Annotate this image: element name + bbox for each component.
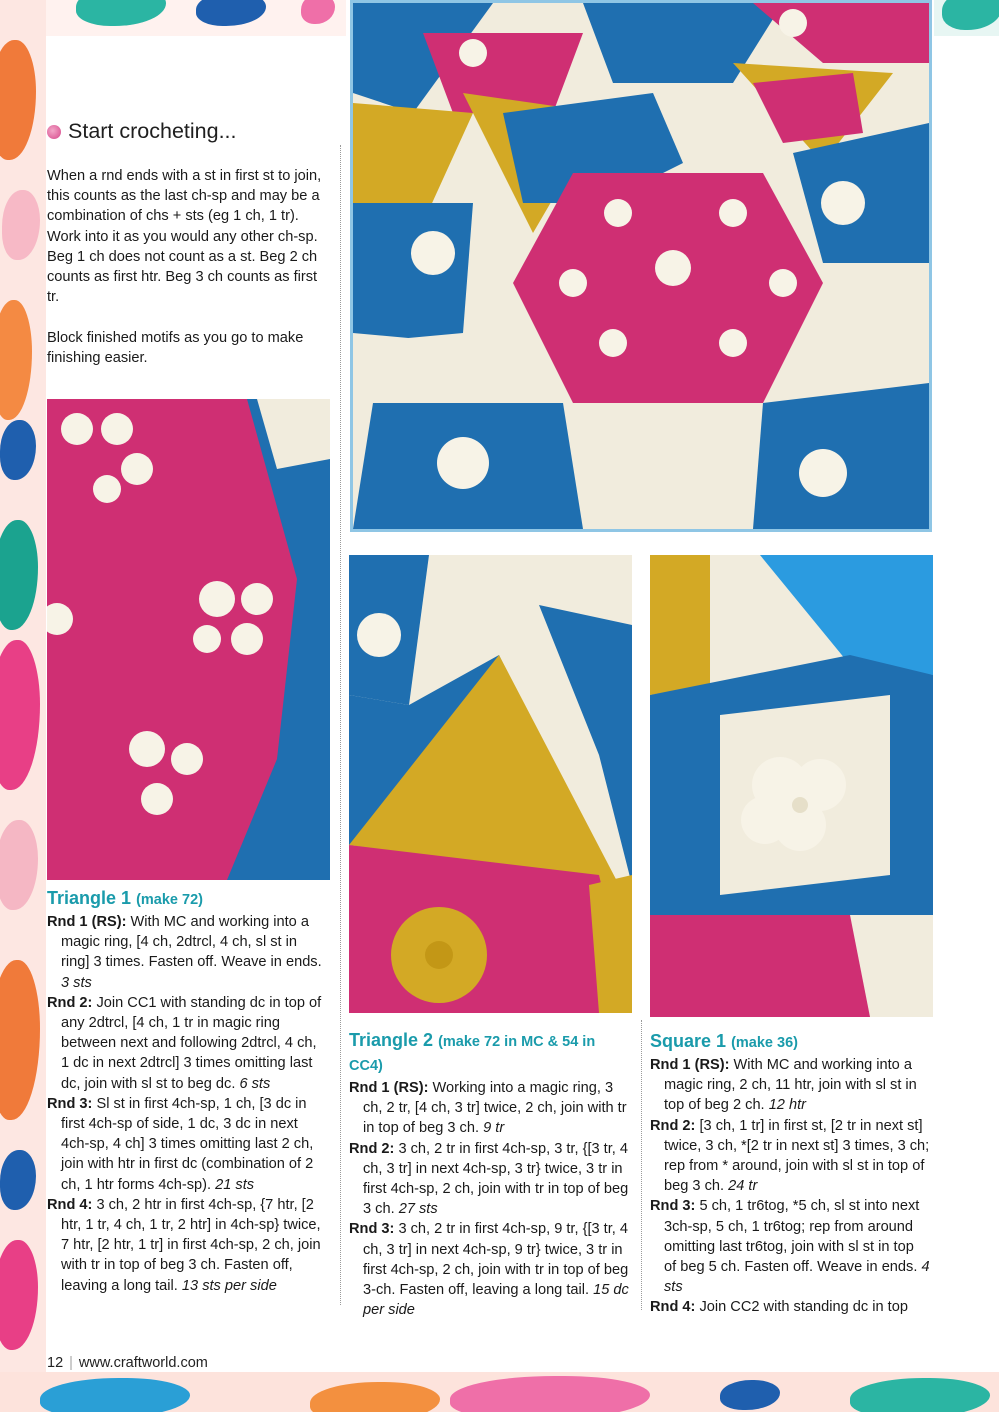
intro-paragraph: Block finished motifs as you go to make finishing easier. xyxy=(47,329,304,366)
blanket-main-photo xyxy=(350,0,932,532)
triangle-2-title: Triangle 2 (make 72 in MC & 54 in CC4) xyxy=(349,1030,596,1074)
right-floral-border xyxy=(934,0,999,36)
round-instruction: Rnd 2: 3 ch, 2 tr in first 4ch-sp, 3 tr, {[3 tr, 4 ch, 3 tr] in next 4ch-sp, 3 tr} twice, 3 tr in first 4ch-sp, 2 ch, join with tr in top of beg 3 ch. 27 sts xyxy=(349,1140,629,1218)
round-instruction: Rnd 2: [3 ch, 1 tr] in first st, [2 tr in next st] twice, 3 ch, *[2 tr in next st] 3 times, 3 ch; rep from * around, join with sl st in top of beg 3 ch. 24 tr xyxy=(650,1117,930,1195)
triangle-2-pattern xyxy=(349,1029,629,1320)
page-footer: 12 | www.craftworld.com xyxy=(47,1355,208,1371)
square-1-title: Square 1 (make 36) xyxy=(650,1031,798,1051)
triangle-1-photo xyxy=(47,399,330,880)
yarn-ball-icon xyxy=(47,125,61,139)
website-link[interactable]: www.craftworld.com xyxy=(78,1355,208,1371)
intro-paragraph: When a rnd ends with a st in first st to join, this counts as the last ch-sp and may be a combination of chs + sts (eg 1 ch, 1 tr). Work into it as you would any other ch-sp. xyxy=(47,168,322,245)
round-instruction: Rnd 2: Join CC1 with standing dc in top of any 2dtrcl, [4 ch, 1 tr in magic ring between next and following 2dtrcl, 4 ch, 1 dc in next 2dtrcl] 3 times omitting last dc, join with sl st to beg dc. 6 sts xyxy=(47,994,322,1092)
round-instruction: Rnd 4: 3 ch, 2 htr in first 4ch-sp, {7 htr, [2 htr, 1 tr, 4 ch, 1 tr, 2 htr] in 4ch-sp} twice, 7 htr, [2 htr, 1 tr] in first 4ch-sp, 2 ch, join with tr in top of beg 3 ch. Fasten off, leaving a long tail. 13 sts per side xyxy=(47,1196,321,1294)
round-instruction: Rnd 1 (RS): Working into a magic ring, 3 ch, 2 tr, [4 ch, 3 tr] twice, 2 ch, join with tr in top of beg 3 ch. 9 tr xyxy=(349,1080,627,1137)
top-floral-border xyxy=(46,0,346,36)
square-1-pattern xyxy=(650,1030,930,1318)
column-divider xyxy=(340,145,341,1305)
intro-text xyxy=(47,166,327,368)
bottom-floral-border xyxy=(0,1372,999,1412)
triangle-1-pattern xyxy=(47,887,323,1296)
page-number: 12 xyxy=(47,1355,64,1371)
triangle-2-photo xyxy=(349,555,632,1013)
intro-paragraph: Beg 1 ch does not count as a st. Beg 2 ch counts as first htr. Beg 3 ch counts as first tr. xyxy=(47,248,318,306)
left-floral-border xyxy=(0,0,46,1412)
heading-text: Start crocheting... xyxy=(68,119,237,143)
round-instruction: Rnd 3: Sl st in first 4ch-sp, 1 ch, [3 dc in first 4ch-sp of side, 1 dc, 3 dc in next 4ch-sp, 4 ch] 3 times omitting last 2 ch, join with htr in first dc (combination of 2 ch, 1 htr forms 4ch-sp). 21 sts xyxy=(47,1095,314,1193)
round-instruction: Rnd 4: Join CC2 with standing dc in top xyxy=(650,1299,908,1316)
round-instruction: Rnd 3: 5 ch, 1 tr6tog, *5 ch, sl st into next 3ch-sp, 5 ch, 1 tr6tog; rep from around omitting last tr6tog, join with sl st in top of beg 5 ch. Fasten off. Weave in ends. 4 sts xyxy=(650,1198,930,1296)
triangle-1-title: Triangle 1 (make 72) xyxy=(47,888,203,908)
column-divider xyxy=(641,1020,642,1310)
round-instruction: Rnd 1 (RS): With MC and working into a magic ring, 2 ch, 11 htr, join with sl st in top of beg 2 ch. 12 htr xyxy=(650,1057,917,1114)
section-heading xyxy=(47,119,237,144)
round-instruction: Rnd 3: 3 ch, 2 tr in first 4ch-sp, 9 tr, {[3 tr, 4 ch, 3 tr] in next 4ch-sp, 9 tr} twice, 3 tr in first 4ch-sp, 2 ch, join with tr in top of beg 3-ch. Fasten off, leaving a long tail. 15 dc per side xyxy=(349,1221,629,1319)
square-1-photo xyxy=(650,555,933,1017)
round-instruction: Rnd 1 (RS): With MC and working into a magic ring, [4 ch, 2dtrcl, 4 ch, sl st in ring] 3 times. Fasten off. Weave in ends. 3 sts xyxy=(47,914,322,991)
